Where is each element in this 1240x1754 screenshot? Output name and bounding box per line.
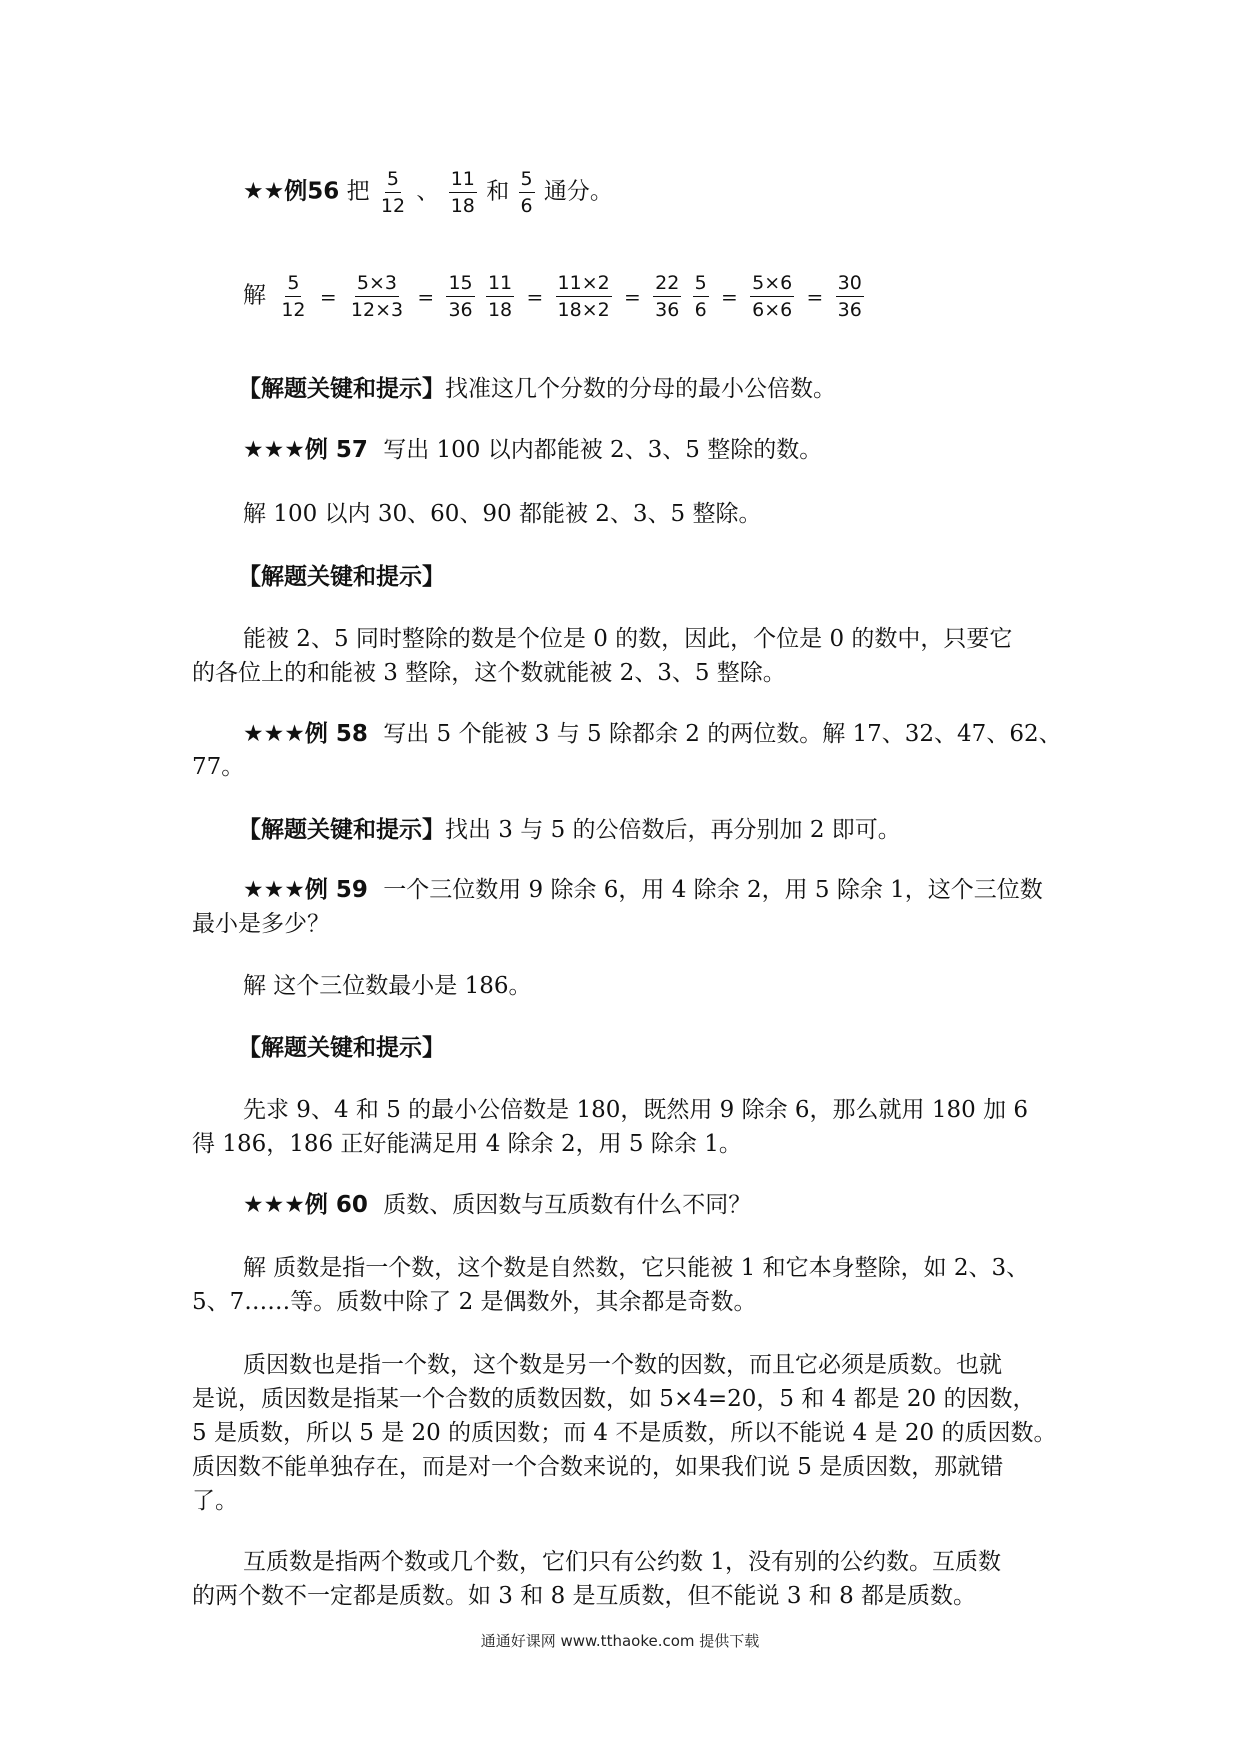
solution-text: 解 100 以内 30、60、90 都能被 2、3、5 整除。	[243, 501, 762, 527]
hint-key: 【解题关键和提示】	[238, 1035, 445, 1061]
example-59-line2: 最小是多少？	[192, 911, 330, 937]
hint-57-line1: 能被 2、5 同时整除的数是个位是 0 的数，因此，个位是 0 的数中，只要它	[243, 626, 1013, 652]
fraction: $\frac{5\times 6}{6\times 6}$	[752, 272, 793, 321]
equals-sign: =	[417, 284, 435, 309]
hint-59-line2: 得 186，186 正好能满足用 4 除余 2，用 5 除余 1。	[192, 1131, 742, 1157]
page-footer: 通通好课网 www.tthaoke.com 提供下载	[480, 1632, 760, 1650]
example-text: 把	[346, 178, 370, 205]
fraction: $\frac{22}{36}$	[655, 272, 680, 321]
hint-59-line1: 先求 9、4 和 5 的最小公倍数是 180，既然用 9 除余 6，那么就用 180 加 6	[243, 1097, 1029, 1123]
hint-text: 找出 3 与 5 的公倍数后，再分别加 2 即可。	[445, 817, 901, 843]
solution-60-p1-line2: 5、7……等。质数中除了 2 是偶数外，其余都是奇数。	[192, 1289, 757, 1315]
hint-57-line2: 的各位上的和能被 3 整除，这个数就能被 2、3、5 整除。	[192, 660, 786, 686]
example-56	[243, 168, 613, 217]
fraction: $\frac{11\times 2}{18\times 2}$	[557, 272, 610, 321]
fraction: $\frac{5}{6}$	[694, 272, 707, 321]
example-text: 通分。	[543, 178, 613, 205]
equals-sign: =	[526, 284, 544, 309]
fraction: $\frac{30}{36}$	[837, 272, 862, 321]
separator: 和	[486, 178, 510, 205]
solution-60-p3-line2: 的两个数不一定都是质数。如 3 和 8 是互质数，但不能说 3 和 8 都是质数。	[192, 1583, 977, 1609]
example-label: ★★★例 58	[243, 721, 368, 747]
fraction: $\frac{15}{36}$	[448, 272, 473, 321]
example-58-line2: 77。	[192, 754, 245, 780]
example-60	[243, 1188, 751, 1222]
example-58	[243, 717, 1062, 751]
solution-56	[243, 272, 866, 321]
example-57	[243, 433, 822, 467]
equals-sign: =	[319, 284, 337, 309]
solution-60-p2-line4: 质因数不能单独存在，而是对一个合数来说的，如果我们说 5 是质因数，那就错	[192, 1454, 1004, 1480]
equals-sign: =	[806, 284, 824, 309]
solution-59: 解 这个三位数最小是 186。	[243, 973, 532, 999]
hint-58	[238, 813, 901, 847]
solution-60-p2-line1: 质因数也是指一个数，这个数是另一个数的因数，而且它必须是质数。也就	[243, 1352, 1002, 1378]
example-text: 写出 5 个能被 3 与 5 除都余 2 的两位数。解 17、32、47、62、	[383, 721, 1062, 747]
hint-key: 【解题关键和提示】	[238, 564, 445, 590]
fraction: $\frac{5\times 3}{12\times 3}$	[350, 272, 404, 321]
example-label: ★★★例 60	[243, 1192, 368, 1218]
hint-key: 【解题关键和提示】	[238, 376, 445, 402]
hint-text: 找准这几个分数的分母的最小公倍数。	[445, 376, 836, 402]
fraction: $\frac{5}{12}$	[281, 272, 306, 321]
fraction: $\frac{5}{6}$	[520, 168, 533, 217]
separator: 、	[416, 178, 440, 205]
hint-key: 【解题关键和提示】	[238, 817, 445, 843]
example-label: ★★★例 57	[243, 437, 368, 463]
solution-57	[243, 497, 761, 531]
fraction: $\frac{5}{12}$	[380, 168, 406, 217]
fraction: $\frac{11}{18}$	[487, 272, 513, 321]
example-text: 一个三位数用 9 除余 6，用 4 除余 2，用 5 除余 1，这个三位数	[383, 877, 1043, 903]
example-text: 质数、质因数与互质数有什么不同？	[383, 1192, 752, 1218]
example-label: ★★★例 59	[243, 877, 368, 903]
example-label: ★★例56	[243, 178, 340, 205]
solution-60-p3-line1: 互质数是指两个数或几个数，它们只有公约数 1，没有别的公约数。互质数	[243, 1549, 1001, 1575]
hint-59-key	[238, 1031, 445, 1065]
solution-60-p2-line5: 了。	[192, 1488, 238, 1514]
equals-sign: =	[624, 284, 641, 309]
equals-sign: =	[721, 284, 738, 309]
fraction: $\frac{11}{18}$	[450, 168, 475, 217]
solution-60-p1-line1: 解 质数是指一个数，这个数是自然数，它只能被 1 和它本身整除，如 2、3、	[243, 1255, 1030, 1281]
example-59	[243, 873, 1043, 907]
hint-57-key	[238, 560, 445, 594]
hint-56	[238, 372, 836, 406]
example-text: 写出 100 以内都能被 2、3、5 整除的数。	[383, 437, 823, 463]
solution-60-p2-line3: 5 是质数，所以 5 是 20 的质因数；而 4 不是质数，所以不能说 4 是 20 的质因数。	[192, 1420, 1057, 1446]
solution-label: 解	[243, 282, 266, 309]
solution-60-p2-line2: 是说，质因数是指某一个合数的质数因数，如 5×4=20，5 和 4 都是 20 的因数，	[192, 1386, 1036, 1412]
